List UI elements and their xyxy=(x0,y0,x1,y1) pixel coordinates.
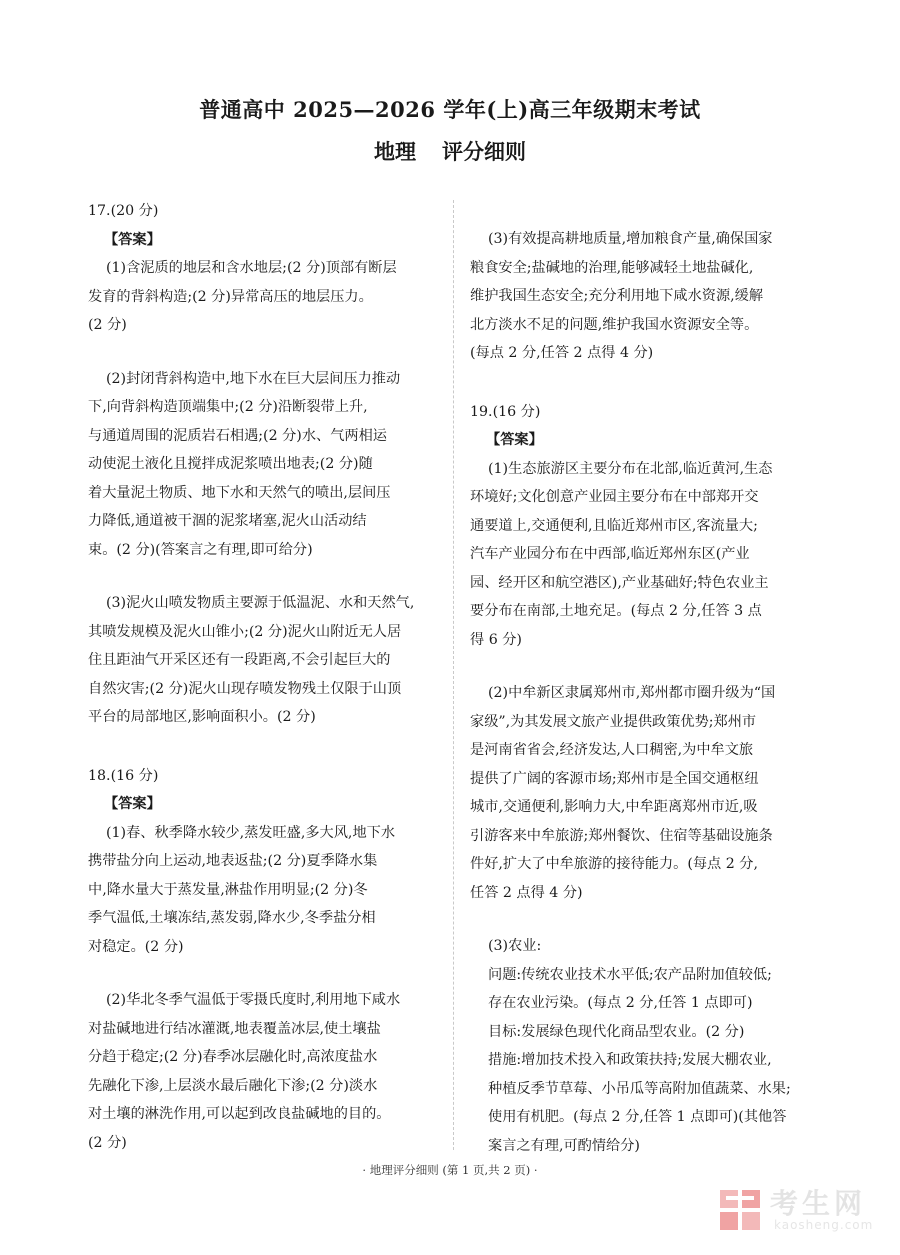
answer-line: 通要道上,交通便利,且临近郑州市区,客流量大; xyxy=(470,517,758,534)
page-footer: · 地理评分细则 (第 1 页,共 2 页) · xyxy=(362,1163,538,1177)
answer-line: 其喷发规模及泥火山锥小;(2 分)泥火山附近无人居 xyxy=(88,623,402,640)
answer-line: 住且距油气开采区还有一段距离,不会引起巨大的 xyxy=(88,652,391,668)
answer-line: 先融化下渗,上层淡水最后融化下渗;(2 分)淡水 xyxy=(88,1077,378,1094)
answer-line: 分趋于稳定;(2 分)春季冰层融化时,高浓度盐水 xyxy=(88,1049,378,1065)
right-column xyxy=(470,225,822,1160)
answer-line: 与通道周围的泥质岩石相遇;(2 分)水、气两相运 xyxy=(88,427,387,444)
question-18-heading: 18.(16 分) xyxy=(88,767,159,784)
kaosheng-logo-icon xyxy=(718,1186,762,1232)
answer-line: 是河南省省会,经济发达,人口稠密,为中牟文旅 xyxy=(470,742,754,758)
answer-line: (2 分) xyxy=(88,1134,127,1151)
answer-line: 着大量泥土物质、地下水和天然气的喷出,层间压 xyxy=(88,484,391,501)
answer-line: 案言之有理,可酌情给分) xyxy=(488,1137,640,1154)
question-19-heading: 19.(16 分) xyxy=(470,403,541,420)
answer-line: 对稳定。(2 分) xyxy=(88,938,184,955)
answer-line: 中,降水量大于蒸发量,淋盐作用明显;(2 分)冬 xyxy=(88,881,368,898)
answer-line: (3)有效提高耕地质量,增加粮食产量,确保国家 xyxy=(488,231,773,247)
answer-line: (2)华北冬季气温低于零摄氏度时,利用地下咸水 xyxy=(106,992,401,1008)
answer-line: (1)含泥质的地层和含水地层;(2 分)顶部有断层 xyxy=(106,260,397,276)
answer-line: 自然灾害;(2 分)泥火山现存喷发物残土仅限于山顶 xyxy=(88,680,402,697)
answer-line: (2)封闭背斜构造中,地下水在巨大层间压力推动 xyxy=(106,370,401,387)
answer-line: 汽车产业园分布在中西部,临近郑州东区(产业 xyxy=(470,546,750,562)
left-column xyxy=(88,197,440,1157)
answer-line: 对土壤的淋洗作用,可以起到改良盐碱地的目的。 xyxy=(88,1106,391,1122)
answer-line: 引游客来中牟旅游;郑州餐饮、住宿等基础设施条 xyxy=(470,827,773,844)
answer-line: (2)中牟新区隶属郑州市,郑州都市圈升级为“国 xyxy=(488,685,776,701)
subtitle-label: 评分细则 xyxy=(442,139,526,164)
answer-tag: 【答案】 xyxy=(486,432,543,448)
answer-line: 使用有机肥。(每点 2 分,任答 1 点即可)(其他答 xyxy=(488,1109,787,1125)
exam-title: 普通高中 2025—2026 学年(上)高三年级期末考试 xyxy=(199,97,701,122)
answer-line: (3)泥火山喷发物质主要源于低温泥、水和天然气, xyxy=(106,595,415,611)
watermark-brand: 考生网 xyxy=(770,1187,867,1220)
answer-line: 束。(2 分)(答案言之有理,即可给分) xyxy=(88,541,313,558)
answer-line: (2 分) xyxy=(88,317,127,333)
answer-line: 对盐碱地进行结冰灌溉,地表覆盖冰层,使土壤盐 xyxy=(88,1020,381,1037)
answer-tag: 【答案】 xyxy=(104,231,161,248)
answer-line: 北方淡水不足的问题,维护我国水资源安全等。 xyxy=(470,316,759,333)
answer-line: 城市,交通便利,影响力大,中牟距离郑州市近,吸 xyxy=(470,799,758,815)
watermark-url: kaosheng.com xyxy=(774,1218,874,1232)
subject-label: 地理 xyxy=(374,139,416,164)
answer-line: 家级”,为其发展文旅产业提供政策优势;郑州市 xyxy=(470,713,757,730)
answer-line: 力降低,通道被干涸的泥浆堵塞,泥火山活动结 xyxy=(88,513,367,529)
answer-line: 季气温低,土壤冻结,蒸发弱,降水少,冬季盐分相 xyxy=(88,910,376,926)
answer-line: 任答 2 点得 4 分) xyxy=(470,884,583,901)
answer-line: 得 6 分) xyxy=(470,631,522,648)
answer-line: 措施:增加技术投入和政策扶持;发展大棚农业, xyxy=(488,1052,772,1068)
page-subtitle xyxy=(0,136,900,166)
answer-line: 发育的背斜构造;(2 分)异常高压的地层压力。 xyxy=(88,288,373,305)
watermark xyxy=(718,1180,888,1240)
answer-line: 粮食安全;盐碱地的治理,能够减轻土地盐碱化, xyxy=(470,259,754,276)
answer-line: 种植反季节草莓、小吊瓜等高附加值蔬菜、水果; xyxy=(488,1080,791,1097)
answer-line: 环境好;文化创意产业园主要分布在中部郑开交 xyxy=(470,489,759,505)
answer-line: 问题:传统农业技术水平低;农产品附加值较低; xyxy=(488,966,772,983)
answer-line: 平台的局部地区,影响面积小。(2 分) xyxy=(88,709,316,725)
answer-line: 携带盐分向上运动,地表返盐;(2 分)夏季降水集 xyxy=(88,853,378,869)
column-divider xyxy=(453,200,454,1150)
answer-line: 要分布在南部,土地充足。(每点 2 分,任答 3 点 xyxy=(470,603,762,619)
answer-line: (1)春、秋季降水较少,蒸发旺盛,多大风,地下水 xyxy=(106,824,396,841)
answer-line: 下,向背斜构造顶端集中;(2 分)沿断裂带上升, xyxy=(88,399,368,415)
answer-line: (1)生态旅游区主要分布在北部,临近黄河,生态 xyxy=(488,460,773,477)
answer-line: (每点 2 分,任答 2 点得 4 分) xyxy=(470,345,654,361)
answer-line: 维护我国生态安全;充分利用地下咸水资源,缓解 xyxy=(470,288,764,304)
answer-line: 园、经开区和航空港区),产业基础好;特色农业主 xyxy=(470,574,769,591)
answer-line: 提供了广阔的客源市场;郑州市是全国交通枢纽 xyxy=(470,770,759,787)
answer-line: 件好,扩大了中牟旅游的接待能力。(每点 2 分, xyxy=(470,856,758,872)
answer-line: 动使泥土液化且搅拌成泥浆喷出地表;(2 分)随 xyxy=(88,456,373,472)
answer-line: 目标:发展绿色现代化商品型农业。(2 分) xyxy=(488,1023,745,1040)
answer-line: 存在农业污染。(每点 2 分,任答 1 点即可) xyxy=(488,995,753,1011)
answer-line: (3)农业: xyxy=(488,938,542,954)
answer-tag: 【答案】 xyxy=(104,796,161,812)
question-17-heading: 17.(20 分) xyxy=(88,203,159,219)
